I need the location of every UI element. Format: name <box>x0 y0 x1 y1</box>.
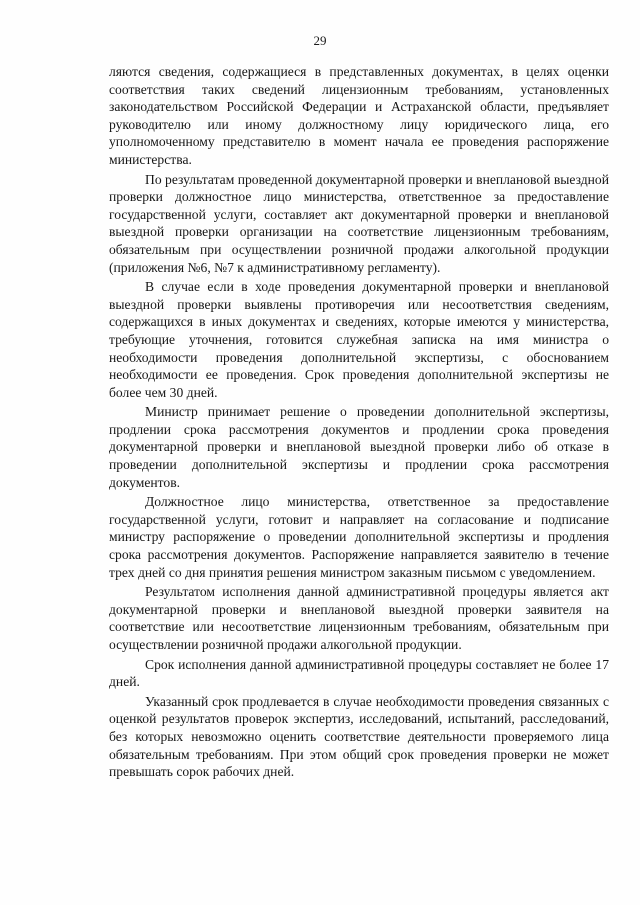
paragraph: Министр принимает решение о проведении дополнительной экспертизы, продлении срока рассмотрения документов и продлении срока проведения документарной проверки и внеплановой выездной проверки либо об отказе в проведении дополнительной экспертизы и продлении срока рассмотрения документов. <box>109 404 609 490</box>
paragraph: В случае если в ходе проведения документарной проверки и внеплановой выездной проверки выявлены противоречия или несоответствия сведениям, содержащихся в иных документах и сведениях, которые имеются у министерства, требующие уточнения, готовится служебная записка на имя министра о необходимости проведения дополнительной экспертизы, с обоснованием необходимости ее проведения. Срок проведения дополнительной экспертизы не более чем 30 дней. <box>109 279 609 400</box>
paragraph: Должностное лицо министерства, ответственное за предоставление государственной услуги, готовит и направляет на согласование и подписание министру распоряжение о проведении дополнительной экспертизы и продления срока рассмотрения документов. Распоряжение направляется заявителю в течение трех дней со дня принятия решения министром заказным письмом с уведомлением. <box>109 494 609 580</box>
document-body <box>109 63 609 783</box>
paragraph: По результатам проведенной документарной проверки и внеплановой выездной проверки должностное лицо министерства, ответственное за предоставление государственной услуги, составляет акт документарной проверки и внеплановой выездной проверки организации на соответствие лицензионным требованиям, обязательным при осуществлении розничной продажи алкогольной продукции (приложения №6, №7 к административному регламенту). <box>109 171 609 275</box>
page-number: 29 <box>313 33 327 48</box>
paragraph: ляются сведения, содержащиеся в представленных документах, в целях оценки соответствия таких сведений лицензионным требованиям, установленных законодательством Российской Федерации и Астраханской области, предъявляет руководителю или иному должностному лицу юридического лица, его уполномоченному представителю в момент начала ее проведения распоряжение министерства. <box>109 64 609 167</box>
paragraph: Срок исполнения данной административной процедуры составляет не более 17 дней. <box>109 656 609 690</box>
paragraph: Указанный срок продлевается в случае необходимости проведения связанных с оценкой результатов проверок экспертиз, исследований, испытаний, расследований, без которых невозможно оценить соответствие деятельности проверяемого лица обязательным требованиям. При этом общий срок проведения проверки не может превышать сорок рабочих дней. <box>109 693 609 780</box>
paragraph: Результатом исполнения данной административной процедуры является акт документарной проверки и внеплановой выездной проверки заявителя на соответствие или несоответствие лицензионным требованиям, обязательным при осуществлении розничной продажи алкогольной продукции. <box>109 584 609 652</box>
